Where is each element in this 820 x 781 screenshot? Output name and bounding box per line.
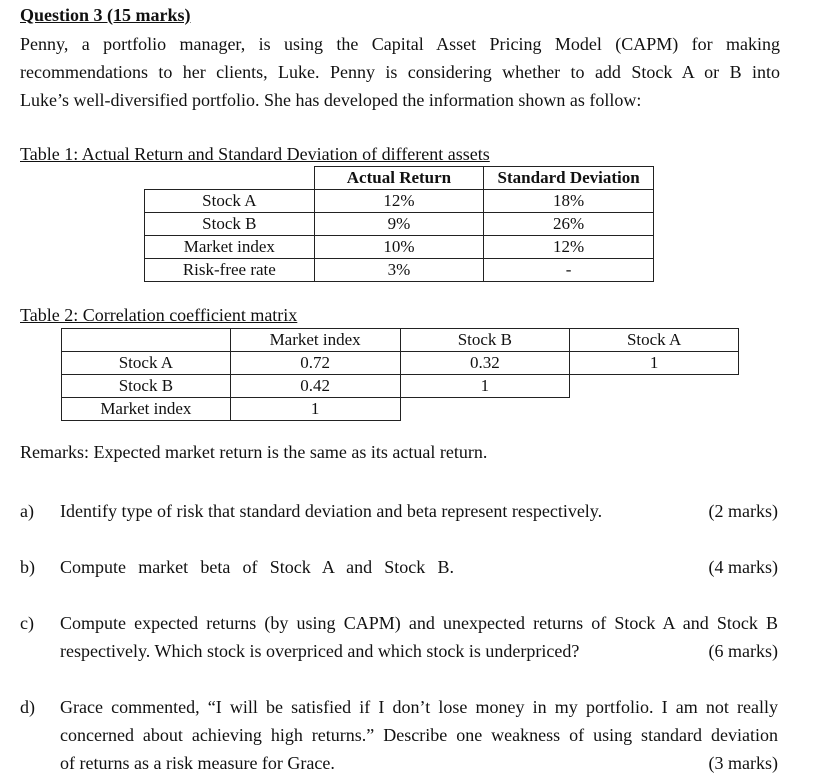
question-marks: (2 marks) xyxy=(708,501,778,521)
table-cell: Stock B xyxy=(62,375,231,398)
table-header-cell: Stock A xyxy=(570,329,739,352)
question-marks: (4 marks) xyxy=(708,557,778,577)
returns-table xyxy=(144,166,654,282)
table-header-row xyxy=(62,329,739,352)
table-header-cell: Stock B xyxy=(400,329,570,352)
intro-paragraph xyxy=(20,30,780,114)
table-header-cell xyxy=(145,167,315,190)
question-label: c) xyxy=(20,613,34,633)
table1-caption: Table 1: Actual Return and Standard Deviation of different assets xyxy=(20,144,490,164)
table-row xyxy=(62,352,739,375)
table-cell xyxy=(400,398,570,421)
table-cell: 1 xyxy=(570,352,739,375)
question-text: Grace commented, “I will be satisfied if I don’t lose money in my portfolio. I am not really xyxy=(60,697,778,717)
table-cell: - xyxy=(484,259,654,282)
question-text: Compute market beta of Stock A and Stock B. xyxy=(60,557,454,577)
table-row xyxy=(62,398,739,421)
table-cell: 1 xyxy=(400,375,570,398)
question-label: d) xyxy=(20,697,35,717)
table-cell xyxy=(570,398,739,421)
question-text: of returns as a risk measure for Grace. xyxy=(60,753,335,773)
table-header-cell xyxy=(62,329,231,352)
question-label: b) xyxy=(20,557,35,577)
table-header-row xyxy=(145,167,654,190)
table-cell: 12% xyxy=(484,236,654,259)
table-cell: 1 xyxy=(230,398,400,421)
question-marks: (6 marks) xyxy=(708,641,778,661)
table-cell: Market index xyxy=(62,398,231,421)
question-text: Identify type of risk that standard deviation and beta represent respectively. xyxy=(60,501,603,521)
table-cell: 10% xyxy=(314,236,484,259)
table-header-cell: Market index xyxy=(230,329,400,352)
question-label: a) xyxy=(20,501,34,521)
table-cell: Stock B xyxy=(145,213,315,236)
question-text: Compute expected returns (by using CAPM) and unexpected returns of Stock A and Stock B xyxy=(60,613,778,633)
remarks-text: Remarks: Expected market return is the same as its actual return. xyxy=(20,442,488,462)
question-text: respectively. Which stock is overpriced and which stock is underpriced? xyxy=(60,641,580,661)
table-cell: Stock A xyxy=(62,352,231,375)
question-marks: (3 marks) xyxy=(708,753,778,773)
intro-line: Luke’s well-diversified portfolio. She has developed the information shown as follow: xyxy=(20,90,642,110)
table-cell: Risk-free rate xyxy=(145,259,315,282)
table-row xyxy=(145,236,654,259)
table-cell: 18% xyxy=(484,190,654,213)
table-cell: 0.72 xyxy=(230,352,400,375)
table-cell xyxy=(570,375,739,398)
intro-line: Penny, a portfolio manager, is using the Capital Asset Pricing Model (CAPM) for making xyxy=(20,34,780,54)
table2-caption: Table 2: Correlation coefficient matrix xyxy=(20,305,298,325)
table-header-cell: Actual Return xyxy=(314,167,484,190)
table-cell: Market index xyxy=(145,236,315,259)
table-cell: 3% xyxy=(314,259,484,282)
table-row xyxy=(145,259,654,282)
question-title: Question 3 (15 marks) xyxy=(20,5,191,25)
table-cell: 12% xyxy=(314,190,484,213)
table-header-cell: Standard Deviation xyxy=(484,167,654,190)
table-row xyxy=(145,190,654,213)
table-cell: 0.32 xyxy=(400,352,570,375)
table-row xyxy=(145,213,654,236)
table-cell: 0.42 xyxy=(230,375,400,398)
question-text: concerned about achieving high returns.” Describe one weakness of using standard deviation xyxy=(60,725,778,745)
table-cell: 9% xyxy=(314,213,484,236)
correlation-table xyxy=(61,328,739,421)
table-cell: 26% xyxy=(484,213,654,236)
intro-line: recommendations to her clients, Luke. Penny is considering whether to add Stock A or B into xyxy=(20,62,780,82)
table-row xyxy=(62,375,739,398)
table-cell: Stock A xyxy=(145,190,315,213)
